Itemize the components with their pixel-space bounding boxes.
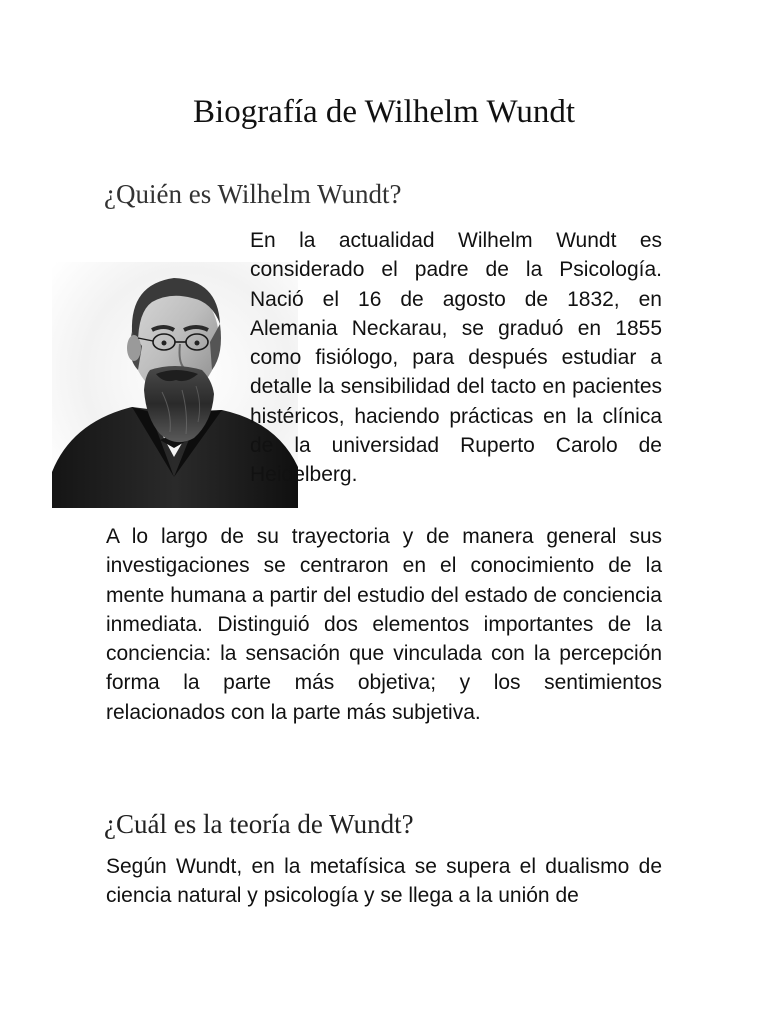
paragraph-theory: Según Wundt, en la metafísica se supera el dualismo de ciencia natural y psicología y se llega a la unión de <box>106 855 662 908</box>
section-heading-who: ¿Quién es Wilhelm Wundt? <box>104 179 402 209</box>
paragraph-intro <box>106 226 662 490</box>
page-title: Biografía de Wilhelm Wundt <box>193 94 575 130</box>
portrait-wrap-area <box>50 226 250 486</box>
paragraph-intro-text: En la actualidad Wilhelm Wundt es considerado el padre de la Psicología. Nació el 16 de agosto de 1832, en Alemania Neckarau, se graduó en 1855 como fisiólogo, para después estudiar a detalle la sensibilidad del tacto en pacientes histéricos, haciendo prácticas en la clínica de la universidad Ruperto Carolo de Heidelberg. <box>250 229 662 487</box>
section-heading-theory: ¿Cuál es la teoría de Wundt? <box>104 809 414 839</box>
paragraph-research: A lo largo de su trayectoria y de manera general sus investigaciones se centraron en el conocimiento de la mente humana a partir del estudio del estado de conciencia inmediata. Distinguió dos elementos importantes de la conciencia: la sensación que vinculada con la percepción forma la parte más objetiva; y los sentimientos relacionados con la parte más subjetiva. <box>106 525 662 724</box>
